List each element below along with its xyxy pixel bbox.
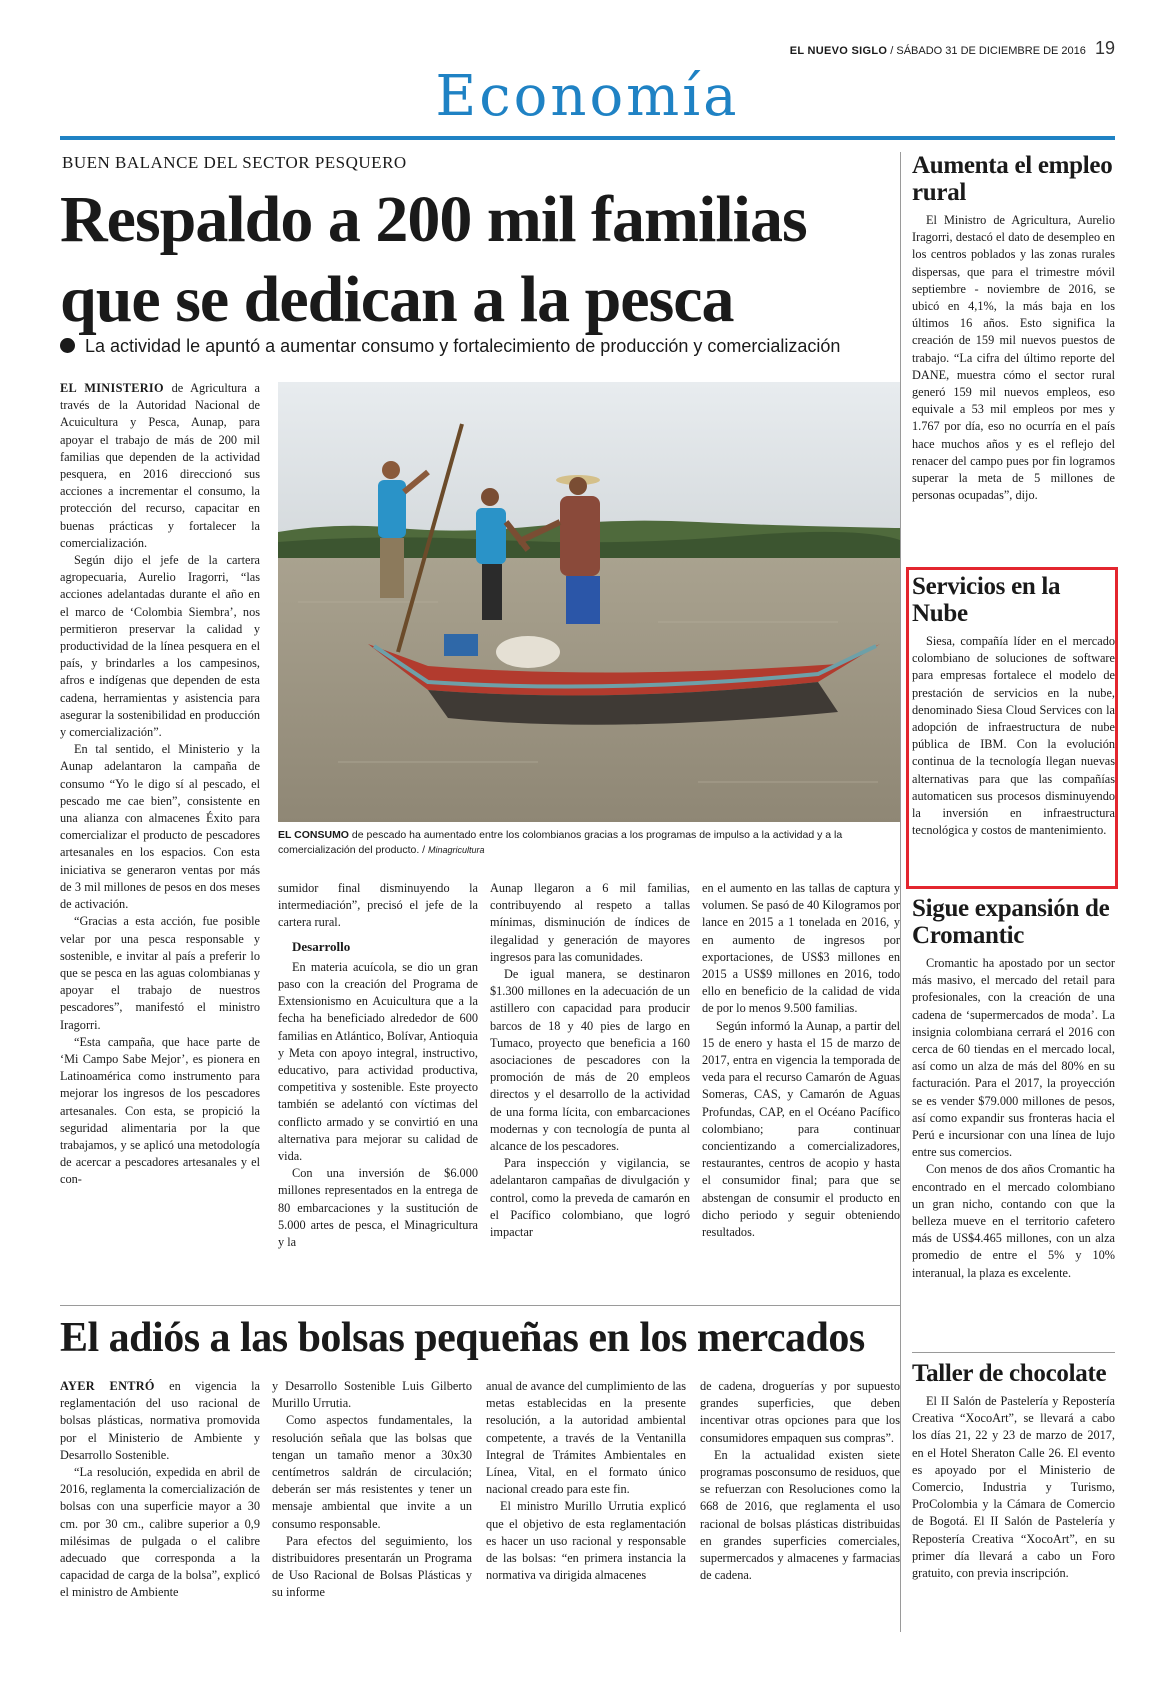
- article-column-2: [278, 880, 478, 1300]
- page-number: 19: [1094, 38, 1115, 58]
- paragraph: En tal sentido, el Ministerio y la Aunap adelantaron la campaña de consumo “Yo le digo sí al pescado, el pescado me cae bien”, consistente en una alianza con almacenes Éxito para comercializar el producto de pescadores artesanales en los espacios. Con esta iniciativa se generaron ventas por más de 3 mil millones de pesos en dos meses de activación.: [60, 742, 260, 912]
- second-column-1: [60, 1378, 260, 1668]
- section-title: Economía: [435, 64, 740, 129]
- second-column-2: [272, 1378, 472, 1668]
- paragraph: De igual manera, se destinaron $1.300 millones en la adecuación de un astillero con capacidad para producir barcos de 18 y 40 pies de largo en Tumaco, proyecto que beneficia a 160 asociaciones de pescadores con la promoción de más de 20 empleos directos y el desarrollo de la actividad de una forma lícita, con embarcaciones modernas y con tecnología de punta al alcance de los pescadores.: [490, 967, 690, 1154]
- paragraph: Como aspectos fundamentales, la resolución señala que las bolsas que tengan un tamaño menor a 30x30 centímetros saldrán de circulación; deberán ser más resistentes y tener un mensaje ambiental que invite a un consumo responsable.: [272, 1413, 472, 1531]
- paragraph: “Esta campaña, que hace parte de ‘Mi Campo Sabe Mejor’, es pionera en Latinoamérica como instrumento para mejorar los ingresos de los pescadores artesanales. Con esta, se propició la seguridad alimentaria por la que trabajamos, y se aplicó una metodología de acercar a pescadores artesanales y el con-: [60, 1034, 260, 1187]
- article-column-4: [702, 880, 900, 1300]
- paragraph: anual de avance del cumplimiento de las metas establecidas en la presente resolución, a la autoridad ambiental competente, a través de la Ventanilla Integral de Trámites Ambientales en Línea, Vital, en el formato único nacional creado para este fin.: [486, 1379, 686, 1497]
- article-subhead: [60, 336, 900, 357]
- second-column-3: [486, 1378, 686, 1668]
- caption-text: de pescado ha aumentado entre los colombianos gracias a los programas de impulso a la actividad y a la comercialización del producto. /: [278, 829, 843, 856]
- caption-lead: EL CONSUMO: [278, 829, 349, 841]
- paragraph: El ministro Murillo Urrutia explicó que el objetivo de esta reglamentación es hacer un uso racional y responsable de las bolsas: “en primera instancia la normativa va dirigida almacenes: [486, 1499, 686, 1583]
- article-column-3: [490, 880, 690, 1300]
- brief-text: El Ministro de Agricultura, Aurelio Iragorri, destacó el dato de desempleo en los centros poblados y las zonas rurales dispersas, que para el trimestre móvil septiembre - noviembre de 2016, se ubicó en 4,1%, la más baja en los últimos 16 años. Esto significa la creación de 159 mil nuevos puestos de trabajo. “La cifra del último reporte del DANE, muestra cómo el sector rural generó 159 mil nuevos empleos, eso equivale a 53 mil empleos por mes y 1.767 por día, eso no ocurría en el país hace muchos años y es el reflejo del renacer del campo pues por fin logramos superar la meta de 5 millones de personas ocupadas”, dijo.: [912, 213, 1115, 503]
- brief-title: Taller de chocolate: [912, 1360, 1107, 1387]
- brief-text: El II Salón de Pastelería y Repostería Creativa “XocoArt”, se llevará a cabo los días 21, 22 y 23 de marzo de 2017, en el Hotel Sheraton Calle 26. El evento es apoyado por el Ministerio de Comercio, Industria y Turismo, ProColombia y la Cámara de Comercio de Bogotá. El II Salón de Pastelería y Repostería Creativa “XocoArt”, en su primer día llevará a cabo un Foro gratuito, con previa inscripción.: [912, 1394, 1115, 1581]
- brief-text: Cromantic ha apostado por un sector más masivo, el mercado del retail para profesionales, con la creación de una cadena de ‘supermercados de moda’. La insignia colombiana cerrará el 2016 con cerca de 60 tiendas en el mercado local, así como un alza de más del 80% en su facturación. Para el 2017, la proyección se es vender $79.000 millones de pesos, así como expandir sus fronteras hacia el Perú e incursionar con una línea de lujo entre sus comercios.: [912, 956, 1115, 1160]
- article-photo: [278, 382, 900, 822]
- brief-text: Con menos de dos años Cromantic ha encontrado en el mercado colombiano un gran nicho, contando con que la belleza mueve en el territorio cafetero más de US$4.465 millones, con un alza promedio de entre el 5% y 10% interanual, la plaza es excelente.: [912, 1162, 1115, 1280]
- second-headline: El adiós a las bolsas pequeñas en los mercados: [60, 1315, 865, 1361]
- lead-in: AYER ENTRÓ: [60, 1379, 155, 1393]
- brief-chocolate-workshop: [912, 1360, 1115, 1670]
- paragraph: “La resolución, expedida en abril de 2016, reglamenta la comercialización de bolsas con una superficie mayor a 30 cm. por 30 cm., calibre superior a 0,9 milésimas de pulgada o el calibre adecuado que corresponda a la capacidad de carga de la bolsa”, explicó el ministro de Ambiente: [60, 1465, 260, 1600]
- bullet-icon: [60, 338, 75, 353]
- paragraph: En la actualidad existen siete programas posconsumo de residuos, que se refuerzan con Resoluciones como la 668 de 2016, que reglamenta el uso racional de bolsas plásticas distribuidas en grandes superficies comerciales, supermercados y almacenes y farmacias de cadena.: [700, 1447, 900, 1583]
- brief-cloud-services: [912, 573, 1115, 885]
- paragraph: Aunap llegaron a 6 mil familias, contribuyendo al respeto a tallas mínimas, disminución de índices de ilegalidad y generación de mayores ingresos para las comunidades.: [490, 881, 690, 964]
- brief-text: Siesa, compañía líder en el mercado colombiano de soluciones de software para empresas fortalece el modelo de prestación de servicios en la nube, denominado Siesa Cloud Services con la adopción de infraestructura de nube pública de IBM. Con la evolución continua de la tecnología llegan nuevas alternativas para que las compañías automaticen sus procesos disminuyendo la inversión en infraestructura tecnológica y costos de mantenimiento.: [912, 634, 1115, 838]
- brief-title: Aumenta el empleo rural: [912, 152, 1113, 206]
- article-kicker: BUEN BALANCE DEL SECTOR PESQUERO: [62, 153, 407, 172]
- brief-title: Sigue expansión de Cromantic: [912, 895, 1110, 949]
- paragraph: AYER ENTRÓ en vigencia la reglamentación del uso racional de bolsas plásticas, normativa promovida por el Ministerio de Ambiente y Desarrollo Sostenible.: [60, 1379, 260, 1462]
- paragraph: Para inspección y vigilancia, se adelantaron campañas de divulgación y control, como la preveda de camarón en el Pacífico colombiano, que logró impactar: [490, 1156, 690, 1240]
- section-rule: [60, 136, 1115, 140]
- paragraph: y Desarrollo Sostenible Luis Gilberto Murillo Urrutia.: [272, 1379, 472, 1411]
- article-subheading: Desarrollo: [292, 938, 351, 954]
- story-divider: [60, 1305, 900, 1306]
- paragraph: Según dijo el jefe de la cartera agropecuaria, Aurelio Iragorri, “las acciones adelantadas durante el año en el marco de ‘Colombia Siembra’, nos permitieron preservar la calidad y productividad de la línea pesquera en el país, y brindarles a los campesinos, afros e indígenas que dependen de esta cadena, herramientas y asistencia para asegurar la sostenibilidad en producción y comercialización”.: [60, 553, 260, 740]
- paragraph: EL MINISTERIO de Agricultura a través de la Autoridad Nacional de Acuicultura y Pesca, Aunap, para apoyar el trabajo de más de 200 mil familias que dependen de la actividad pesquera, en 2016 direccionó sus acciones a incrementar el consumo, la protección del recurso, capacitar en buenas prácticas y fortalecer la comercialización.: [60, 381, 260, 550]
- brief-cromantic: [912, 895, 1115, 1345]
- masthead: [60, 38, 1115, 60]
- photo-credit: Minagricultura: [428, 845, 485, 855]
- fishermen-boat-illustration: [278, 382, 900, 822]
- newspaper-name: EL NUEVO SIGLO: [789, 45, 888, 57]
- paragraph: en el aumento en las tallas de captura y volumen. Se pasó de 40 Kilogramos por lance en 2015 a 1 tonelada en 2016, y en aumento de ingresos por exportaciones, de US$3 millones en 2015 a US$9 millones en 2016, todo ello en beneficio de la calidad de vida de por lo menos 9.500 familias.: [702, 881, 900, 1016]
- paragraph: “Gracias a esta acción, fue posible velar por una pesca responsable y sostenible, e invitar al país a preferir lo que se pesca en las aguas colombianas y apoyar el trabajo de nuestros pescadores”, manifestó el ministro Iragorri.: [60, 914, 260, 1032]
- issue-date: / SÁBADO 31 DE DICIEMBRE DE 2016: [890, 45, 1086, 57]
- subhead-text: La actividad le apuntó a aumentar consumo y fortalecimiento de producción y comercialización: [85, 336, 841, 356]
- photo-caption: [278, 828, 900, 858]
- paragraph: sumidor final disminuyendo la intermediación”, precisó el jefe de la cartera rural.: [278, 881, 478, 930]
- paragraph: Con una inversión de $6.000 millones representados en la entrega de 80 embarcaciones y la sustitución de 5.000 artes de pesca, el Minagricultura y la: [278, 1166, 478, 1250]
- brief-rural-employment: [912, 152, 1115, 562]
- sidebar-divider: [912, 1352, 1115, 1353]
- column-divider: [900, 152, 901, 1632]
- paragraph: Para efectos del seguimiento, los distribuidores presentarán un Programa de Uso Racional de Bolsas Plásticas y su informe: [272, 1533, 472, 1600]
- article-headline: Respaldo a 200 mil familias que se dedican a la pesca: [60, 183, 807, 336]
- lead-in: EL MINISTERIO: [60, 381, 164, 395]
- paragraph: En materia acuícola, se dio un gran paso con la creación del Programa de Extensionismo en Acuicultura que a la fecha ha beneficiado alrededor de 600 familias en Atlántico, Bolívar, Antioquia y Meta con apoyo integral, instructivo, educativo, para actividad productiva, competitiva y sostenible. Este proyecto también se adelantó con víctimas del conflicto armado y se convirtió en una alternativa para mejorar su calidad de vida.: [278, 959, 478, 1164]
- brief-title: Servicios en la Nube: [912, 573, 1061, 627]
- second-column-4: [700, 1378, 900, 1668]
- paragraph: Según informó la Aunap, a partir del 15 de enero y hasta el 15 de marzo de 2017, entra en vigencia la temporada de veda para el recurso Camarón de Aguas Someras, CAS, y Camarón de Aguas Profundas, CAP, en el Océano Pacífico colombiano; para continuar concientizando a comercializadores, restaurantes, centros de acopio y hasta el consumidor final; para que se abstengan de consumir el producto en dicho periodo y seguir obteniendo resultados.: [702, 1018, 900, 1240]
- paragraph: de cadena, droguerías y por supuesto grandes superficies, que deben incentivar otras opciones para que los consumidores empaquen sus compras”.: [700, 1379, 900, 1445]
